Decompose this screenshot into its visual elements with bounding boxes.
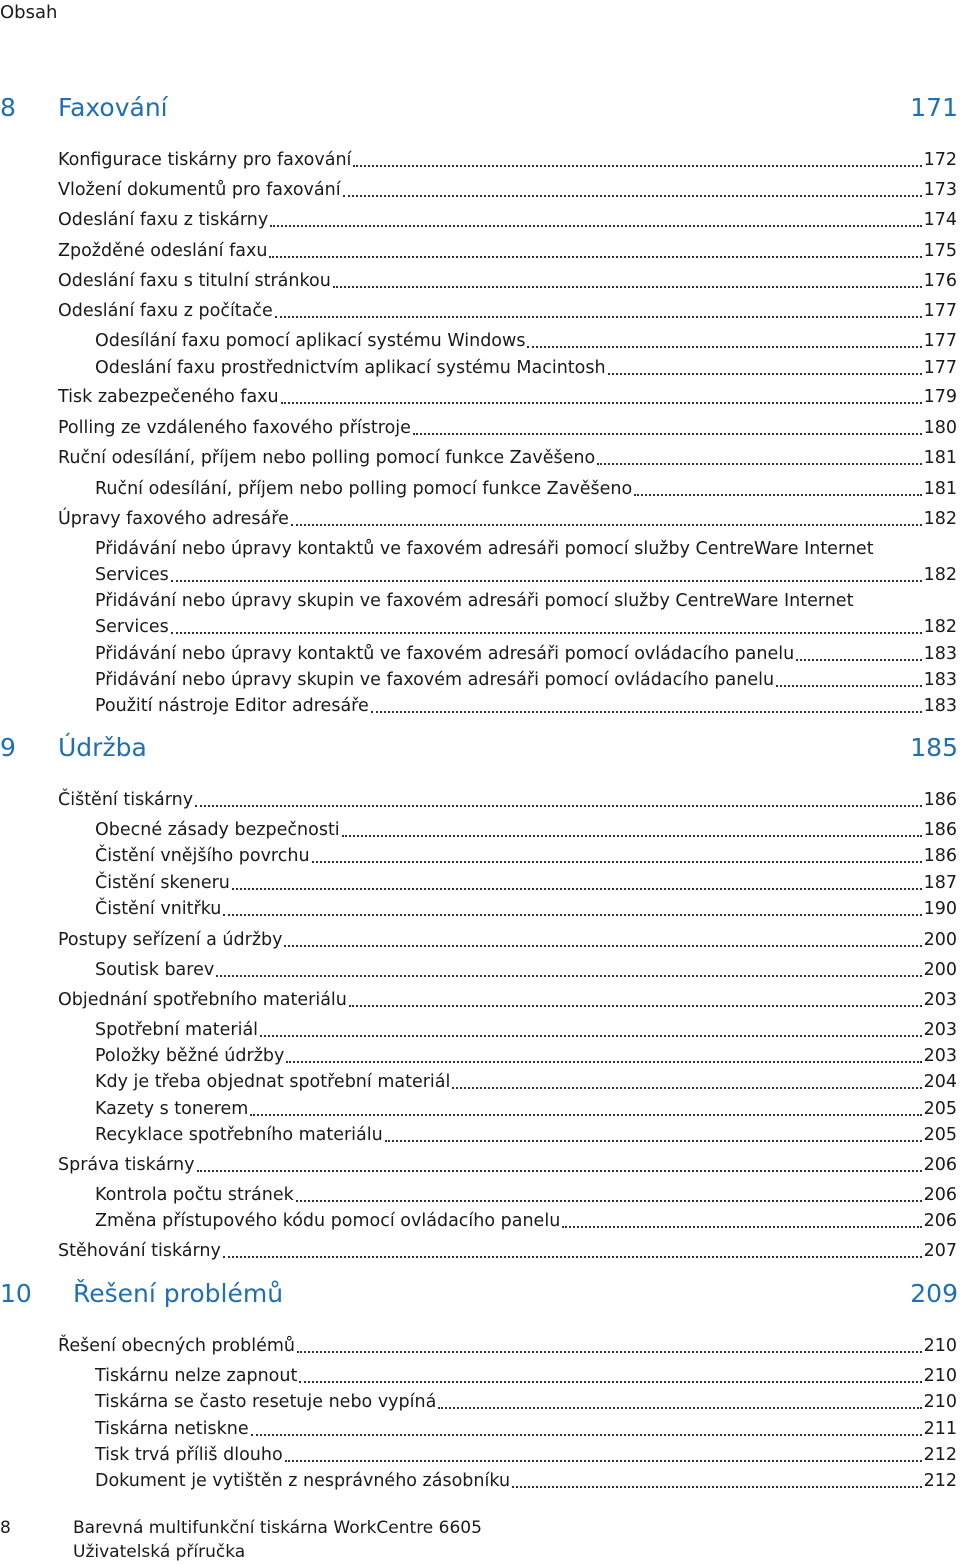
chapter-heading[interactable] (0, 93, 958, 133)
toc-entry-title: Tiskárna se často resetuje nebo vypíná (95, 1392, 437, 1412)
toc-subsection-entry[interactable] (95, 896, 957, 922)
toc-entry[interactable] (95, 588, 957, 640)
chapter-title: Faxování (58, 93, 168, 122)
toc-entry-page: 206 (923, 1185, 957, 1205)
dot-leader (223, 1256, 922, 1258)
toc-entry-page: 207 (923, 1241, 957, 1261)
toc-section-entry[interactable] (58, 1152, 957, 1178)
toc-subsection-entry[interactable] (95, 328, 957, 354)
toc-entry-title: Vložení dokumentů pro faxování (58, 180, 341, 200)
dot-leader (171, 580, 922, 582)
toc-entry-page: 182 (923, 509, 957, 529)
toc-section-entry[interactable] (58, 384, 957, 410)
toc-entry[interactable] (95, 536, 957, 588)
toc-entry-page: 210 (923, 1366, 957, 1386)
chapter-page: 209 (910, 1279, 958, 1308)
toc-entry-page: 177 (923, 301, 957, 321)
toc-entry-title: Stěhování tiskárny (58, 1241, 221, 1261)
toc-entry-page: 190 (923, 899, 957, 919)
footer-page-number: 8 (0, 1518, 11, 1538)
toc-subsection-entry[interactable] (95, 1017, 957, 1043)
chapter-heading[interactable] (0, 1279, 958, 1319)
dot-leader (270, 225, 921, 227)
footer-guide-name: Uživatelská příručka (73, 1542, 246, 1562)
toc-entry-page: 182 (923, 565, 957, 585)
toc-subsection-entry[interactable] (95, 693, 957, 719)
toc-entry-page: 181 (923, 479, 957, 499)
dot-leader (260, 1035, 922, 1037)
toc-subsection-entry[interactable] (95, 1416, 957, 1442)
dot-leader (216, 975, 921, 977)
toc-subsection-entry[interactable] (95, 1122, 957, 1148)
dot-leader (353, 165, 921, 167)
toc-entry-title: Položky běžné údržby (95, 1046, 285, 1066)
dot-leader (269, 256, 921, 258)
toc-subsection-entry[interactable] (95, 1208, 957, 1234)
toc-entry-title: Změna přístupového kódu pomocí ovládacího panelu (95, 1211, 561, 1231)
toc-entry-title: Odeslání faxu z tiskárny (58, 210, 269, 230)
toc-entry-page: 173 (923, 180, 957, 200)
dot-leader (197, 1170, 922, 1172)
toc-entry-title: Postupy seřízení a údržby (58, 930, 283, 950)
toc-entry-title: Tisk trvá příliš dlouho (95, 1445, 283, 1465)
footer-product-name: Barevná multifunkční tiskárna WorkCentre 6605 (73, 1518, 482, 1538)
toc-entry-page: 200 (923, 960, 957, 980)
dot-leader (297, 1351, 922, 1353)
dot-leader (250, 1114, 921, 1116)
toc-subsection-entry[interactable] (95, 817, 957, 843)
toc-entry-page: 205 (923, 1125, 957, 1145)
dot-leader (275, 316, 922, 318)
toc-subsection-entry[interactable] (95, 1096, 957, 1122)
toc-entry-title: Odeslání faxu z počítače (58, 301, 273, 321)
toc-entry-title: Odeslání faxu prostřednictvím aplikací systému Macintosh (95, 358, 606, 378)
toc-entry-title: Polling ze vzdáleného faxového přístroje (58, 418, 411, 438)
toc-entry-title: Kdy je třeba objednat spotřební materiál (95, 1072, 451, 1092)
chapter-number: 9 (0, 733, 16, 762)
toc-section-entry[interactable] (58, 415, 957, 441)
toc-entry-title: Recyklace spotřebního materiálu (95, 1125, 383, 1145)
chapter-heading[interactable] (0, 733, 958, 773)
dot-leader (349, 1005, 922, 1007)
dot-leader (438, 1407, 921, 1409)
toc-section-entry[interactable] (58, 506, 957, 532)
toc-entry-page: 183 (923, 696, 957, 716)
toc-section-entry[interactable] (58, 1333, 957, 1359)
toc-subsection-entry[interactable] (95, 843, 957, 869)
dot-leader (171, 632, 922, 634)
toc-entry-page: 182 (923, 617, 957, 637)
toc-entry-page: 183 (923, 670, 957, 690)
dot-leader (223, 914, 921, 916)
toc-entry-page: 181 (923, 448, 957, 468)
toc-entry-page: 200 (923, 930, 957, 950)
toc-entry-title: Čistění vnějšího povrchu (95, 846, 310, 866)
dot-leader (776, 685, 922, 687)
chapter-title: Řešení problémů (73, 1279, 284, 1308)
chapter-number: 8 (0, 93, 16, 122)
toc-entry-page: 206 (923, 1211, 957, 1231)
dot-leader (371, 711, 922, 713)
toc-section-entry[interactable] (58, 445, 957, 471)
toc-section-entry[interactable] (58, 927, 957, 953)
toc-entry-page: 210 (923, 1392, 957, 1412)
toc-entry-page: 177 (923, 331, 957, 351)
toc-entry-title: Správa tiskárny (58, 1155, 195, 1175)
toc-subsection-entry[interactable] (95, 957, 957, 983)
dot-leader (286, 1061, 921, 1063)
toc-entry-page: 203 (923, 1046, 957, 1066)
toc-entry-title: Tiskárna netiskne (95, 1419, 249, 1439)
toc-entry-page: 203 (923, 990, 957, 1010)
dot-leader (284, 945, 921, 947)
dot-leader (597, 463, 921, 465)
toc-section-entry[interactable] (58, 207, 957, 233)
dot-leader (285, 1460, 922, 1462)
toc-subsection-entry[interactable] (95, 476, 957, 502)
dot-leader (527, 346, 921, 348)
toc-section-entry[interactable] (58, 987, 957, 1013)
toc-entry-page: 212 (923, 1471, 957, 1491)
toc-entry-page: 174 (923, 210, 957, 230)
toc-subsection-entry[interactable] (95, 1043, 957, 1069)
dot-leader (413, 433, 922, 435)
toc-subsection-entry[interactable] (95, 1182, 957, 1208)
toc-entry-page: 206 (923, 1155, 957, 1175)
dot-leader (342, 835, 922, 837)
toc-entry-page: 205 (923, 1099, 957, 1119)
toc-entry-title: Spotřební materiál (95, 1020, 259, 1040)
toc-entry-page: 204 (923, 1072, 957, 1092)
toc-entry-title: Dokument je vytištěn z nesprávného zásobníku (95, 1471, 511, 1491)
dot-leader (296, 1200, 922, 1202)
toc-subsection-entry[interactable] (95, 641, 957, 667)
toc-entry-page: 210 (923, 1336, 957, 1356)
toc-subsection-entry[interactable] (95, 1069, 957, 1095)
toc-entry-title: Kontrola počtu stránek (95, 1185, 294, 1205)
dot-leader (562, 1226, 921, 1228)
toc-entry-title: Použití nástroje Editor adresáře (95, 696, 369, 716)
toc-entry-title-continued: Services (95, 617, 169, 637)
toc-entry-page: 212 (923, 1445, 957, 1465)
toc-entry-page: 176 (923, 271, 957, 291)
toc-subsection-entry[interactable] (95, 667, 957, 693)
dot-leader (251, 1434, 922, 1436)
toc-entry-title: Konfigurace tiskárny pro faxování (58, 150, 352, 170)
dot-leader (195, 805, 922, 807)
chapter-title: Údržba (58, 733, 147, 762)
toc-subsection-entry[interactable] (95, 1389, 957, 1415)
toc-entry-title: Objednání spotřebního materiálu (58, 990, 347, 1010)
toc-entry-title: Přidávání nebo úpravy kontaktů ve faxovém adresáři pomocí ovládacího panelu (95, 644, 795, 664)
dot-leader (291, 524, 922, 526)
dot-leader (232, 888, 922, 890)
chapter-page: 171 (910, 93, 958, 122)
dot-leader (281, 402, 922, 404)
toc-section-entry[interactable] (58, 268, 957, 294)
toc-entry-title: Přidávání nebo úpravy kontaktů ve faxovém adresáři pomocí služby CentreWare Internet (95, 539, 874, 559)
toc-entry-title: Odesílání faxu pomocí aplikací systému Windows (95, 331, 526, 351)
toc-entry-line (95, 614, 957, 640)
toc-entry-page: 183 (923, 644, 957, 664)
toc-entry-title: Čištění tiskárny (58, 790, 194, 810)
toc-entry-line (95, 562, 957, 588)
toc-entry-page: 180 (923, 418, 957, 438)
toc-entry-title: Přidávání nebo úpravy skupin ve faxovém adresáři pomocí služby CentreWare Internet (95, 591, 854, 611)
dot-leader (608, 373, 922, 375)
toc-subsection-entry[interactable] (95, 1363, 957, 1389)
toc-subsection-entry[interactable] (95, 1442, 957, 1468)
toc-entry-page: 175 (923, 241, 957, 261)
toc-entry-page: 179 (923, 387, 957, 407)
toc-entry-title: Čistění vnitřku (95, 899, 222, 919)
toc-subsection-entry[interactable] (95, 355, 957, 381)
dot-leader (385, 1140, 922, 1142)
toc-entry-page: 211 (923, 1419, 957, 1439)
toc-entry-title: Přidávání nebo úpravy skupin ve faxovém adresáři pomocí ovládacího panelu (95, 670, 775, 690)
toc-entry-page: 186 (923, 820, 957, 840)
toc-entry-page: 186 (923, 790, 957, 810)
toc-subsection-entry[interactable] (95, 1468, 957, 1494)
toc-entry-page: 187 (923, 873, 957, 893)
toc-entry-title: Soutisk barev (95, 960, 215, 980)
toc-entry-title: Tiskárnu nelze zapnout (95, 1366, 298, 1386)
toc-entry-title: Řešení obecných problémů (58, 1336, 295, 1356)
toc-entry-title-continued: Services (95, 565, 169, 585)
dot-leader (634, 494, 921, 496)
toc-section-entry[interactable] (58, 238, 957, 264)
dot-leader (343, 195, 922, 197)
toc-entry-page: 172 (923, 150, 957, 170)
toc-entry-title: Čistění skeneru (95, 873, 230, 893)
toc-section-entry[interactable] (58, 177, 957, 203)
toc-entry-page: 203 (923, 1020, 957, 1040)
dot-leader (333, 286, 922, 288)
toc-entry-page: 177 (923, 358, 957, 378)
toc-subsection-entry[interactable] (95, 870, 957, 896)
toc-section-entry[interactable] (58, 147, 957, 173)
toc-entry-title: Obecné zásady bezpečnosti (95, 820, 340, 840)
chapter-page: 185 (910, 733, 958, 762)
toc-entry-title: Ruční odesílání, příjem nebo polling pomocí funkce Zavěšeno (58, 448, 596, 468)
toc-entry-title: Tisk zabezpečeného faxu (58, 387, 279, 407)
toc-entry-title: Ruční odesílání, příjem nebo polling pomocí funkce Zavěšeno (95, 479, 633, 499)
toc-entry-title: Zpožděné odeslání faxu (58, 241, 268, 261)
dot-leader (512, 1486, 922, 1488)
toc-section-entry[interactable] (58, 298, 957, 324)
dot-leader (312, 861, 922, 863)
toc-entry-title: Odeslání faxu s titulní stránkou (58, 271, 331, 291)
toc-section-entry[interactable] (58, 787, 957, 813)
toc-entry-title: Kazety s tonerem (95, 1099, 249, 1119)
running-header: Obsah (0, 2, 58, 23)
toc-entry-title: Úpravy faxového adresáře (58, 509, 289, 529)
dot-leader (796, 659, 921, 661)
toc-entry-page: 186 (923, 846, 957, 866)
toc-section-entry[interactable] (58, 1238, 957, 1264)
dot-leader (299, 1381, 921, 1383)
chapter-number: 10 (0, 1279, 32, 1308)
dot-leader (452, 1087, 921, 1089)
